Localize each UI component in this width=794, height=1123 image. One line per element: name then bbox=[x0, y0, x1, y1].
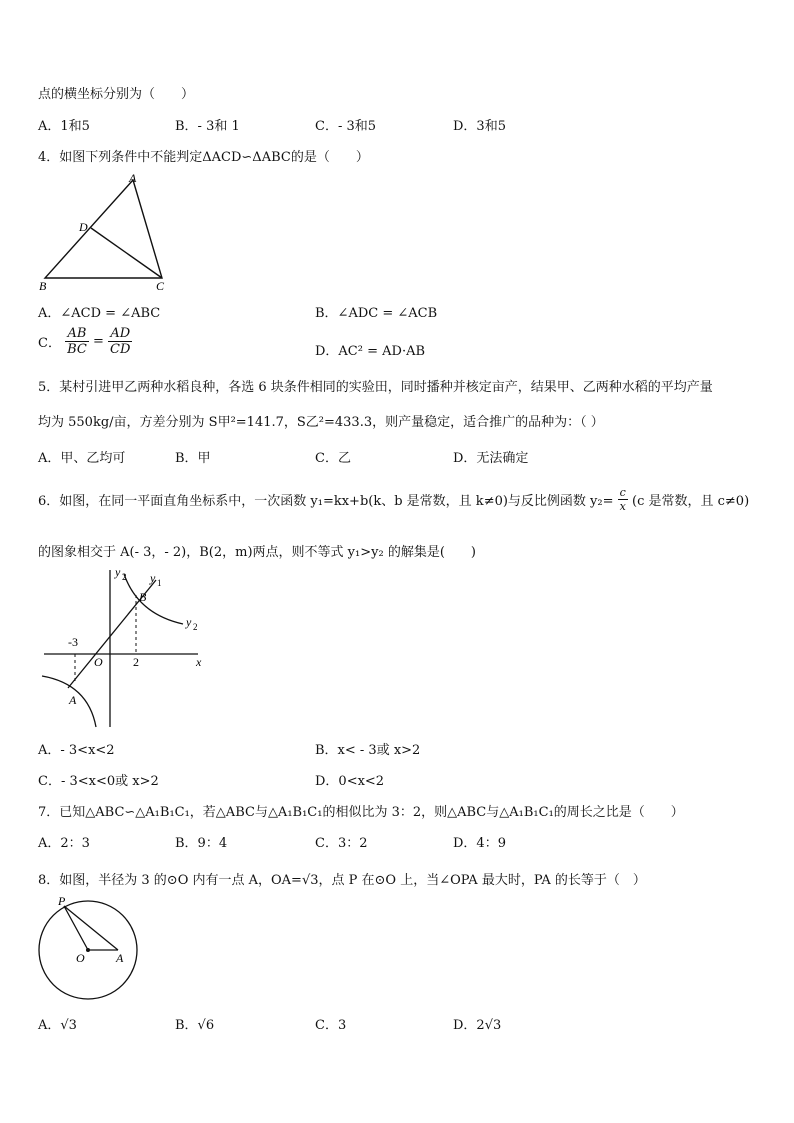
q6-stem-line-2: 的图象相交于 A(- 3，- 2)，B(2，m)两点，则不等式 y₁>y₂ 的解集是( ) bbox=[38, 545, 476, 560]
q5-stem-line-2: 均为 550kg/亩，方差分别为 S甲²=141.7，S乙²=433.3，则产量稳定，适合推广的品种为：（ ） bbox=[38, 415, 604, 430]
q5-option-c: C．乙 bbox=[315, 451, 351, 466]
origin-label: O bbox=[94, 655, 103, 669]
point-a-label: A bbox=[69, 693, 77, 707]
q3-option-c: C．- 3和5 bbox=[315, 119, 377, 134]
frac-num: AD bbox=[108, 326, 132, 342]
q3-option-a: A．1和5 bbox=[38, 119, 90, 134]
y1-label: y bbox=[150, 571, 156, 585]
fraction-c-over-x bbox=[618, 486, 628, 513]
q8-circle-figure bbox=[36, 893, 146, 1005]
frac-den: BC bbox=[67, 342, 87, 357]
label-a: A bbox=[129, 171, 137, 185]
q7-option-a: A．2：3 bbox=[38, 836, 90, 851]
q4-triangle-figure bbox=[36, 170, 176, 294]
q6-option-c: C．- 3<x<0或 x>2 bbox=[38, 774, 159, 789]
q8-option-b: B．√6 bbox=[175, 1018, 215, 1033]
q4-stem: 4．如图下列条件中不能判定ΔACD∽ΔABC的是（ ） bbox=[38, 150, 369, 165]
q6-option-a: A．- 3<x<2 bbox=[38, 743, 115, 758]
y2-axis-label-sub: 2 bbox=[122, 572, 127, 582]
point-p-label: P bbox=[58, 894, 66, 908]
q7-option-c: C．3：2 bbox=[315, 836, 368, 851]
label-d: D bbox=[79, 220, 88, 234]
q7-stem: 7．已知△ABC∽△A₁B₁C₁，若△ABC与△A₁B₁C₁的相似比为 3：2，则△ABC与△A₁B₁C₁的周长之比是（ ） bbox=[38, 805, 684, 820]
q6-graph-figure bbox=[38, 562, 218, 730]
q6-option-b: B．x< - 3或 x>2 bbox=[315, 743, 421, 758]
y1-label-sub: 1 bbox=[157, 578, 162, 588]
y2-axis-label: y bbox=[115, 565, 121, 579]
frac-num: c bbox=[618, 486, 628, 500]
q4-option-a: A．∠ACD = ∠ABC bbox=[38, 306, 161, 321]
x-axis-label: x bbox=[196, 655, 202, 669]
y2-curve-label-sub: 2 bbox=[193, 622, 198, 632]
q8-stem: 8．如图，半径为 3 的⊙O 内有一点 A，OA=√3，点 P 在⊙O 上，当∠OPA 最大时，PA 的长等于（ ） bbox=[38, 873, 646, 888]
q3-option-b: B．- 3和 1 bbox=[175, 119, 240, 134]
q4-option-c bbox=[38, 326, 132, 357]
q8-option-d: D．2√3 bbox=[453, 1018, 502, 1033]
q8-option-a: A．√3 bbox=[38, 1018, 77, 1033]
q5-option-b: B．甲 bbox=[175, 451, 211, 466]
q4-option-c-label: C． bbox=[38, 336, 61, 351]
q5-option-a: A．甲、乙均可 bbox=[38, 451, 126, 466]
q6-option-d: D．0<x<2 bbox=[315, 774, 385, 789]
q6-stem-line-1 bbox=[38, 486, 749, 513]
q7-option-d: D．4：9 bbox=[453, 836, 506, 851]
point-a-label: A bbox=[116, 951, 124, 965]
center-o-label: O bbox=[76, 951, 85, 965]
point-b-label: B bbox=[139, 590, 147, 604]
tick-minus-3: -3 bbox=[68, 635, 78, 649]
line-1: 点的横坐标分别为（ ） bbox=[38, 87, 195, 102]
fraction-ab-bc bbox=[65, 326, 89, 357]
q7-option-b: B．9：4 bbox=[175, 836, 228, 851]
q4-option-d: D．AC² = AD·AB bbox=[315, 344, 426, 359]
label-c: C bbox=[156, 279, 165, 293]
fraction-ad-cd bbox=[108, 326, 132, 357]
frac-den: CD bbox=[110, 342, 131, 357]
tick-2: 2 bbox=[133, 655, 139, 669]
q4-option-b: B．∠ADC = ∠ACB bbox=[315, 306, 438, 321]
q6-stem-text: 6．如图，在同一平面直角坐标系中，一次函数 y₁=kx+b(k、b 是常数，且 k≠0)与反比例函数 y₂= bbox=[38, 494, 614, 509]
q3-option-d: D．3和5 bbox=[453, 119, 506, 134]
y2-curve-label: y bbox=[186, 615, 192, 629]
q5-option-d: D．无法确定 bbox=[453, 451, 529, 466]
label-b: B bbox=[39, 279, 47, 293]
q5-stem-line-1: 5．某村引进甲乙两种水稻良种，各选 6 块条件相同的实验田，同时播种并核定亩产，结果甲、乙两种水稻的平均产量 bbox=[38, 380, 713, 395]
q6-stem-tail: (c 是常数，且 c≠0) bbox=[632, 494, 750, 509]
equals-sign: = bbox=[92, 334, 104, 349]
frac-num: AB bbox=[65, 326, 89, 342]
frac-den: x bbox=[619, 500, 626, 513]
q8-option-c: C．3 bbox=[315, 1018, 347, 1033]
